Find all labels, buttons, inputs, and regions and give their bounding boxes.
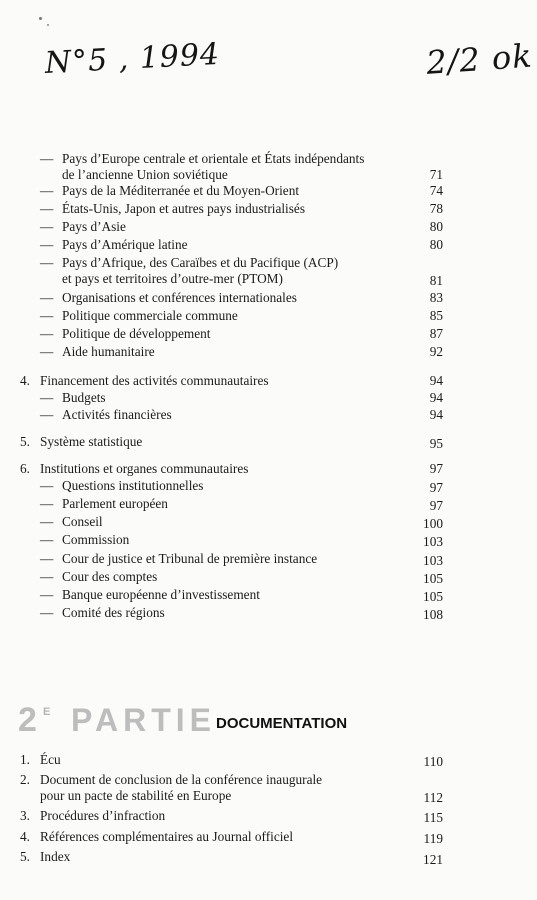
toc-page-number: 97 — [429, 498, 443, 513]
toc-entry-title: Politique de développement — [62, 326, 211, 341]
toc-entry-title: Activités financières — [62, 407, 172, 422]
section-title: Institutions et organes communautaires — [40, 461, 249, 476]
toc-page-number: 94 — [429, 407, 443, 422]
toc-entry-title: Questions institutionnelles — [62, 478, 204, 493]
dash-marker: — — [40, 532, 54, 547]
toc-page-number: 108 — [423, 607, 443, 622]
dash-marker: — — [40, 551, 54, 566]
part-number: 2 — [18, 701, 38, 739]
toc-entry-title: Comité des régions — [62, 605, 165, 620]
section-title: Références complémentaires au Journal officiel — [40, 829, 294, 844]
dash-marker: — — [40, 201, 54, 216]
toc-entry-title: Commission — [62, 532, 130, 547]
toc-page-number: 83 — [429, 290, 443, 305]
toc-page-number: 105 — [423, 589, 443, 604]
dash-marker: — — [40, 605, 54, 620]
section-number: 3. — [20, 808, 30, 823]
toc-page-number: 100 — [423, 516, 443, 531]
dash-marker: — — [40, 569, 54, 584]
toc-page-number: 71 — [429, 167, 443, 182]
toc-page-number: 103 — [423, 534, 443, 549]
section-title: Écu — [40, 752, 61, 767]
toc-page-number: 112 — [423, 790, 443, 805]
part-subtitle: DOCUMENTATION — [216, 715, 348, 732]
section-number: 4. — [20, 373, 30, 388]
dash-marker: — — [40, 290, 54, 305]
dash-marker: — — [40, 496, 54, 511]
dash-marker: — — [40, 219, 54, 234]
toc-page-number: 94 — [429, 390, 443, 405]
toc-entry-title-line2: de l’ancienne Union soviétique — [62, 167, 228, 182]
dash-marker: — — [40, 514, 54, 529]
dash-marker: — — [40, 151, 54, 166]
toc-page-number: 103 — [423, 553, 443, 568]
toc-page-number: 87 — [429, 326, 443, 341]
section-number: 6. — [20, 461, 30, 476]
toc-page-number: 105 — [423, 571, 443, 586]
toc-entry-title: Pays d’Asie — [62, 219, 126, 234]
section-number: 5. — [20, 849, 30, 864]
toc-entry-title: Pays d’Europe centrale et orientale et États indépendants — [62, 151, 365, 166]
toc-page-number: 97 — [429, 480, 443, 495]
toc-page-number: 78 — [429, 201, 443, 216]
handwritten-check-note: 2/2 ok — [425, 36, 534, 82]
dash-marker: — — [40, 255, 54, 270]
toc-entry-title: Banque européenne d’investissement — [62, 587, 260, 602]
part-word: PARTIE — [71, 702, 216, 738]
toc-page-number: 85 — [429, 308, 443, 323]
dash-marker: — — [40, 390, 54, 405]
section-number: 1. — [20, 752, 30, 767]
toc-page-number: 121 — [423, 852, 443, 867]
dash-marker: — — [40, 587, 54, 602]
section-number: 2. — [20, 772, 30, 787]
dash-marker: — — [40, 407, 54, 422]
toc-page-number: 81 — [429, 273, 443, 288]
toc-entry-title: Organisations et conférences internationales — [62, 290, 297, 305]
toc-entry-title: États-Unis, Japon et autres pays industrialisés — [62, 201, 305, 216]
toc-entry-title: Pays de la Méditerranée et du Moyen-Orient — [62, 183, 300, 198]
scan-speck — [39, 17, 42, 20]
section-title: Procédures d’infraction — [40, 808, 166, 823]
section-title: Financement des activités communautaires — [40, 373, 269, 388]
toc-page-number: 80 — [429, 219, 443, 234]
toc-page-number: 119 — [423, 831, 443, 846]
toc-entry-title: Budgets — [62, 390, 106, 405]
dash-marker: — — [40, 183, 54, 198]
section-title-line2: pour un pacte de stabilité en Europe — [40, 788, 232, 803]
toc-page-number: 92 — [429, 344, 443, 359]
dash-marker: — — [40, 326, 54, 341]
toc-page-number: 94 — [429, 373, 443, 388]
handwritten-issue-note: N°5 , 1994 — [44, 36, 221, 81]
toc-entry-title: Pays d’Amérique latine — [62, 237, 188, 252]
toc-entry-title: Cour des comptes — [62, 569, 158, 584]
dash-marker: — — [40, 478, 54, 493]
section-number: 4. — [20, 829, 30, 844]
section-title: Index — [40, 849, 71, 864]
dash-marker: — — [40, 237, 54, 252]
toc-page-number: 74 — [429, 183, 443, 198]
scan-speck — [47, 24, 49, 26]
toc-entry-title: Pays d’Afrique, des Caraïbes et du Pacifique (ACP) — [62, 255, 339, 270]
dash-marker: — — [40, 308, 54, 323]
toc-page-number: 115 — [423, 810, 443, 825]
dash-marker: — — [40, 344, 54, 359]
section-number: 5. — [20, 434, 30, 449]
toc-page-number: 110 — [423, 754, 443, 769]
part-number-superscript: E — [43, 706, 51, 718]
toc-entry-title: Aide humanitaire — [62, 344, 155, 359]
toc-entry-title: Conseil — [62, 514, 103, 529]
toc-entry-title: Politique commerciale commune — [62, 308, 238, 323]
section-title: Système statistique — [40, 434, 143, 449]
toc-entry-title: Cour de justice et Tribunal de première instance — [62, 551, 318, 566]
toc-page-number: 97 — [429, 461, 443, 476]
toc-page-number: 80 — [429, 237, 443, 252]
toc-entry-title: Parlement européen — [62, 496, 168, 511]
toc-entry-title-line2: et pays et territoires d’outre-mer (PTOM) — [62, 271, 283, 286]
section-title: Document de conclusion de la conférence inaugurale — [40, 772, 323, 787]
toc-page-number: 95 — [429, 436, 443, 451]
